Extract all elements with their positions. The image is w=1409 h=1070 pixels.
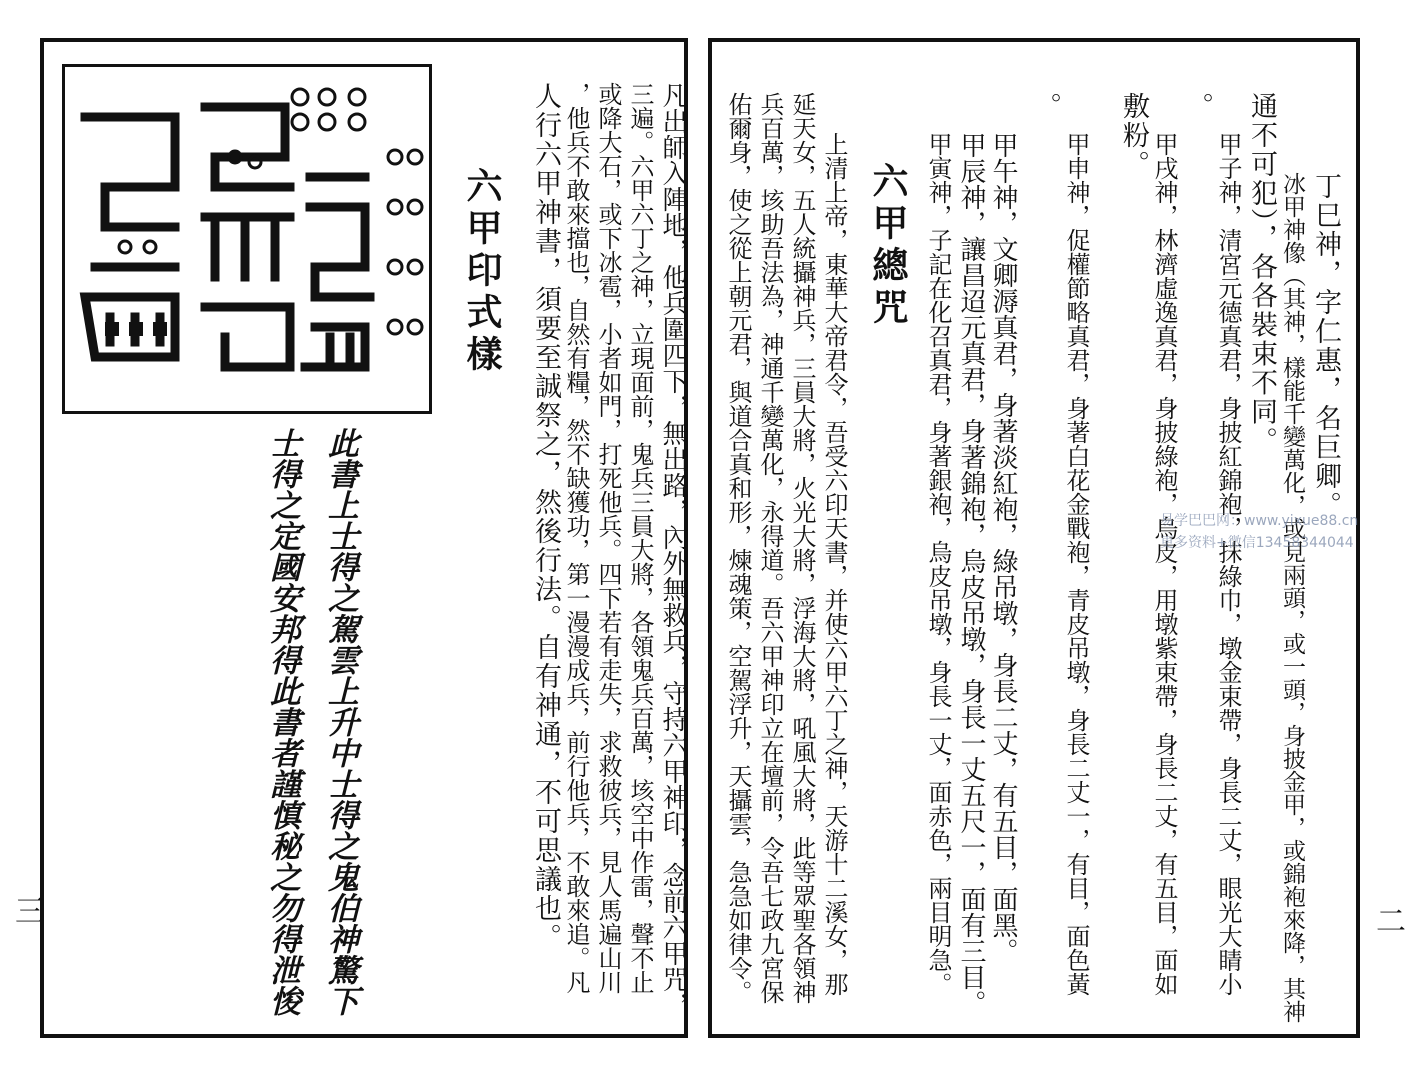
left-body-line-2: 三遍。六甲六丁之神，立現面前，鬼兵三員大將，各領鬼兵百萬，垓空中作雷，聲不止	[626, 82, 654, 994]
watermark	[1160, 510, 1400, 554]
right-line-8: 甲申神，促權節略真君，身著白花金戰袍，青皮吊墩，身長二丈一，有目，面色黃	[1062, 132, 1090, 996]
right-page-heading: 六甲總咒	[867, 162, 909, 330]
seal-glyphs	[65, 67, 429, 411]
liujia-seal-image	[62, 64, 432, 414]
right-line-5: 。	[1182, 92, 1213, 121]
handwritten-line-2: 士得之定國安邦得此書者謹慎秘之勿得泄悛	[264, 427, 300, 1016]
left-body-line-4: ，他兵不敢來擋也，自然有糧，然不缺獲功，第一漫漫成兵，前行他兵，不敢來追。凡	[562, 82, 590, 994]
chant-line-3: 兵百萬，垓助吾法為，神通千變萬化，永得道。吾六甲神印立在壇前，令吾七政九宮保	[756, 92, 784, 1004]
left-page-number: 三	[9, 895, 44, 925]
right-line-4: 甲子神，清宮元德真君，身披紅錦袍，抹綠巾，墩金束帶，身長二丈，眼光大睛小	[1214, 132, 1242, 996]
left-page-title: 六甲印式樣	[461, 167, 503, 377]
right-line-7: 敷粉。	[1118, 92, 1149, 179]
right-line-10: 甲午神，文卿溽真君，身著淡紅袍，綠吊墩，身長二丈，有五目，面黑。	[988, 132, 1018, 964]
chant-line-4: 佑爾身，使之從上朝元君，與道合真和形，煉魂策，空駕浮升，天攝雲，急急如律令。	[724, 92, 752, 1004]
watermark-line-2: 更多资料+微信13458344044	[1160, 535, 1354, 551]
right-line-1: 丁巳神，字仁惠，名巨卿。	[1310, 172, 1341, 520]
right-line-12: 甲寅神，子記在化召真君，身著銀袍，烏皮吊墩，身長一丈，面赤色，兩目明急。	[924, 132, 952, 996]
left-body-line-3: 或降大石，或下冰雹，小者如門，打死他兵。四下若有走失，求救彼兵，見人馬遍山川	[594, 82, 622, 994]
right-line-9: 。	[1030, 92, 1061, 121]
left-body-line-1: 凡出師入陣地，他兵圍四下，無出路，內外無救兵，守持六甲神印，念前六甲咒，	[658, 82, 688, 1018]
watermark-line-1: 易学巴巴网：www.yixue88.cn	[1160, 513, 1359, 529]
right-line-6: 甲戌神，林濟虛逸真君，身披綠袍，烏皮，用墩紫束帶，身長二丈，有五目，面如	[1150, 132, 1178, 996]
right-line-2: 冰甲神像（其神，樣能千變萬化，或見兩頭，或一頭，身披金甲，或錦袍來降，其神	[1279, 172, 1305, 1023]
chant-line-1: 上清上帝，東華大帝君令，吾受六印天書，并使六甲六丁之神，天游十二溪女，那	[820, 132, 848, 996]
right-page-number: 二	[1370, 905, 1405, 935]
chant-line-2: 延天女，五人統攝神兵，三員大將，火光大將，浮海大將，吼風大將，此等眾聖各領神	[788, 92, 816, 1004]
right-line-11: 甲辰神，讓昌迢元真君，身著錦袍，烏皮吊墩，身長一丈五尺一，面有三目。	[956, 132, 986, 1016]
left-body-line-5: 人行六甲神書，須要至誠祭之，然後行法。自有神通，不可思議也。	[530, 82, 561, 952]
handwritten-line-1: 此書上士得之駕雲上升中士得之鬼伯神驚下	[322, 427, 358, 1016]
left-page	[40, 38, 688, 1038]
right-line-3: 通不可犯），各各裝束不同。	[1246, 92, 1277, 456]
